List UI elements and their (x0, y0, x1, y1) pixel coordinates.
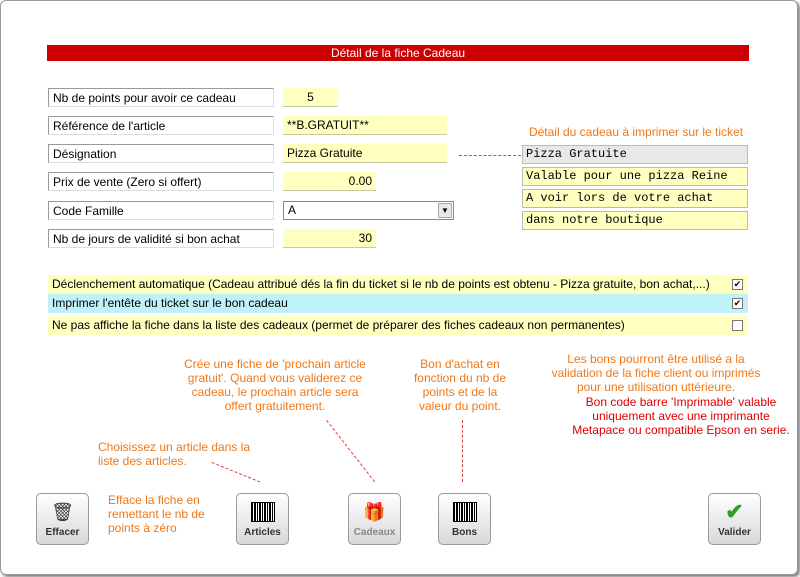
option-print-header-checkbox[interactable]: ✔ (733, 298, 742, 308)
option-hide-card-label: Ne pas affiche la fiche dans la liste des cadeaux (permet de préparer des fiches cadeaux non permanentes) (52, 318, 625, 332)
price-input[interactable]: 0.00 (283, 172, 376, 191)
points-label: Nb de points pour avoir ce cadeau (48, 88, 274, 107)
checkmark-icon: ✔ (725, 499, 744, 524)
valider-button[interactable] (708, 493, 761, 545)
chevron-down-icon[interactable]: ▼ (438, 203, 452, 218)
articles-note: Choisissez un article dans la liste des articles. (98, 440, 251, 468)
cadeaux-note: Crée une fiche de 'prochain article gratuit'. Quand vous validerez ce cadeau, le prochain article sera offert gratuitement. (184, 357, 366, 413)
bons-pointer-line (462, 420, 463, 482)
gift-icon: 🎁 (363, 502, 386, 522)
option-auto-trigger[interactable] (48, 275, 748, 294)
option-hide-card[interactable] (48, 316, 748, 335)
articles-button[interactable] (236, 493, 289, 545)
validity-label: Nb de jours de validité si bon achat (48, 229, 274, 248)
bons-button[interactable] (438, 493, 491, 545)
cadeaux-button-label: Cadeaux (353, 527, 396, 538)
bons-button-label: Bons (452, 527, 477, 538)
articles-button-label: Articles (244, 527, 281, 538)
reference-input[interactable]: **B.GRATUIT** (283, 116, 447, 135)
trash-icon: 🗑 (51, 502, 74, 522)
option-auto-trigger-label: Déclenchement automatique (Cadeau attribué dés la fin du ticket si le nb de points est obtenu - Pizza gratuite, bon achat,...) (52, 277, 710, 291)
barcode-icon (251, 502, 275, 522)
option-hide-card-checkbox[interactable] (732, 320, 743, 331)
ticket-line-3[interactable]: A voir lors de votre achat (522, 189, 748, 208)
valider-button-label: Valider (718, 527, 751, 538)
cadeaux-button[interactable] (348, 493, 401, 545)
option-auto-trigger-checkbox[interactable]: ✔ (733, 279, 742, 289)
ticket-line-4[interactable]: dans notre boutique (522, 211, 748, 230)
ticket-line-2[interactable]: Valable pour une pizza Reine (522, 167, 748, 186)
option-print-header[interactable] (48, 294, 748, 313)
points-input[interactable]: 5 (283, 88, 338, 107)
barcode-icon (453, 502, 477, 522)
ticket-line-1[interactable]: Pizza Gratuite (522, 145, 748, 164)
effacer-note: Efface la fiche en remettant le nb de points à zéro (108, 493, 205, 535)
print-note: Les bons pourront être utilisé a la validation de la fiche client ou imprimés pour une utilisation uttérieure. (551, 352, 761, 394)
effacer-button-label: Effacer (45, 527, 80, 538)
page-title: Détail de la fiche Cadeau (47, 45, 749, 61)
option-print-header-label: Imprimer l'entête du ticket sur le bon cadeau (52, 296, 288, 310)
barcode-note: Bon code barre 'Imprimable' valable uniquement avec une imprimante Metapace ou compatible Epson en serie. (572, 395, 790, 437)
price-label: Prix de vente (Zero si offert) (48, 172, 274, 191)
family-select-value: A (288, 203, 297, 217)
bons-note: Bon d'achat en fonction du nb de points et de la valeur du point. (413, 357, 507, 413)
validity-input[interactable]: 30 (283, 229, 376, 248)
family-select[interactable] (283, 201, 454, 220)
designation-link-line (459, 155, 521, 156)
designation-input[interactable]: Pizza Gratuite (283, 144, 447, 163)
effacer-button[interactable] (36, 493, 89, 545)
ticket-heading: Détail du cadeau à imprimer sur le ticket (528, 125, 744, 139)
designation-label: Désignation (48, 144, 274, 163)
reference-label: Référence de l'article (48, 116, 274, 135)
family-label: Code Famille (48, 201, 274, 220)
